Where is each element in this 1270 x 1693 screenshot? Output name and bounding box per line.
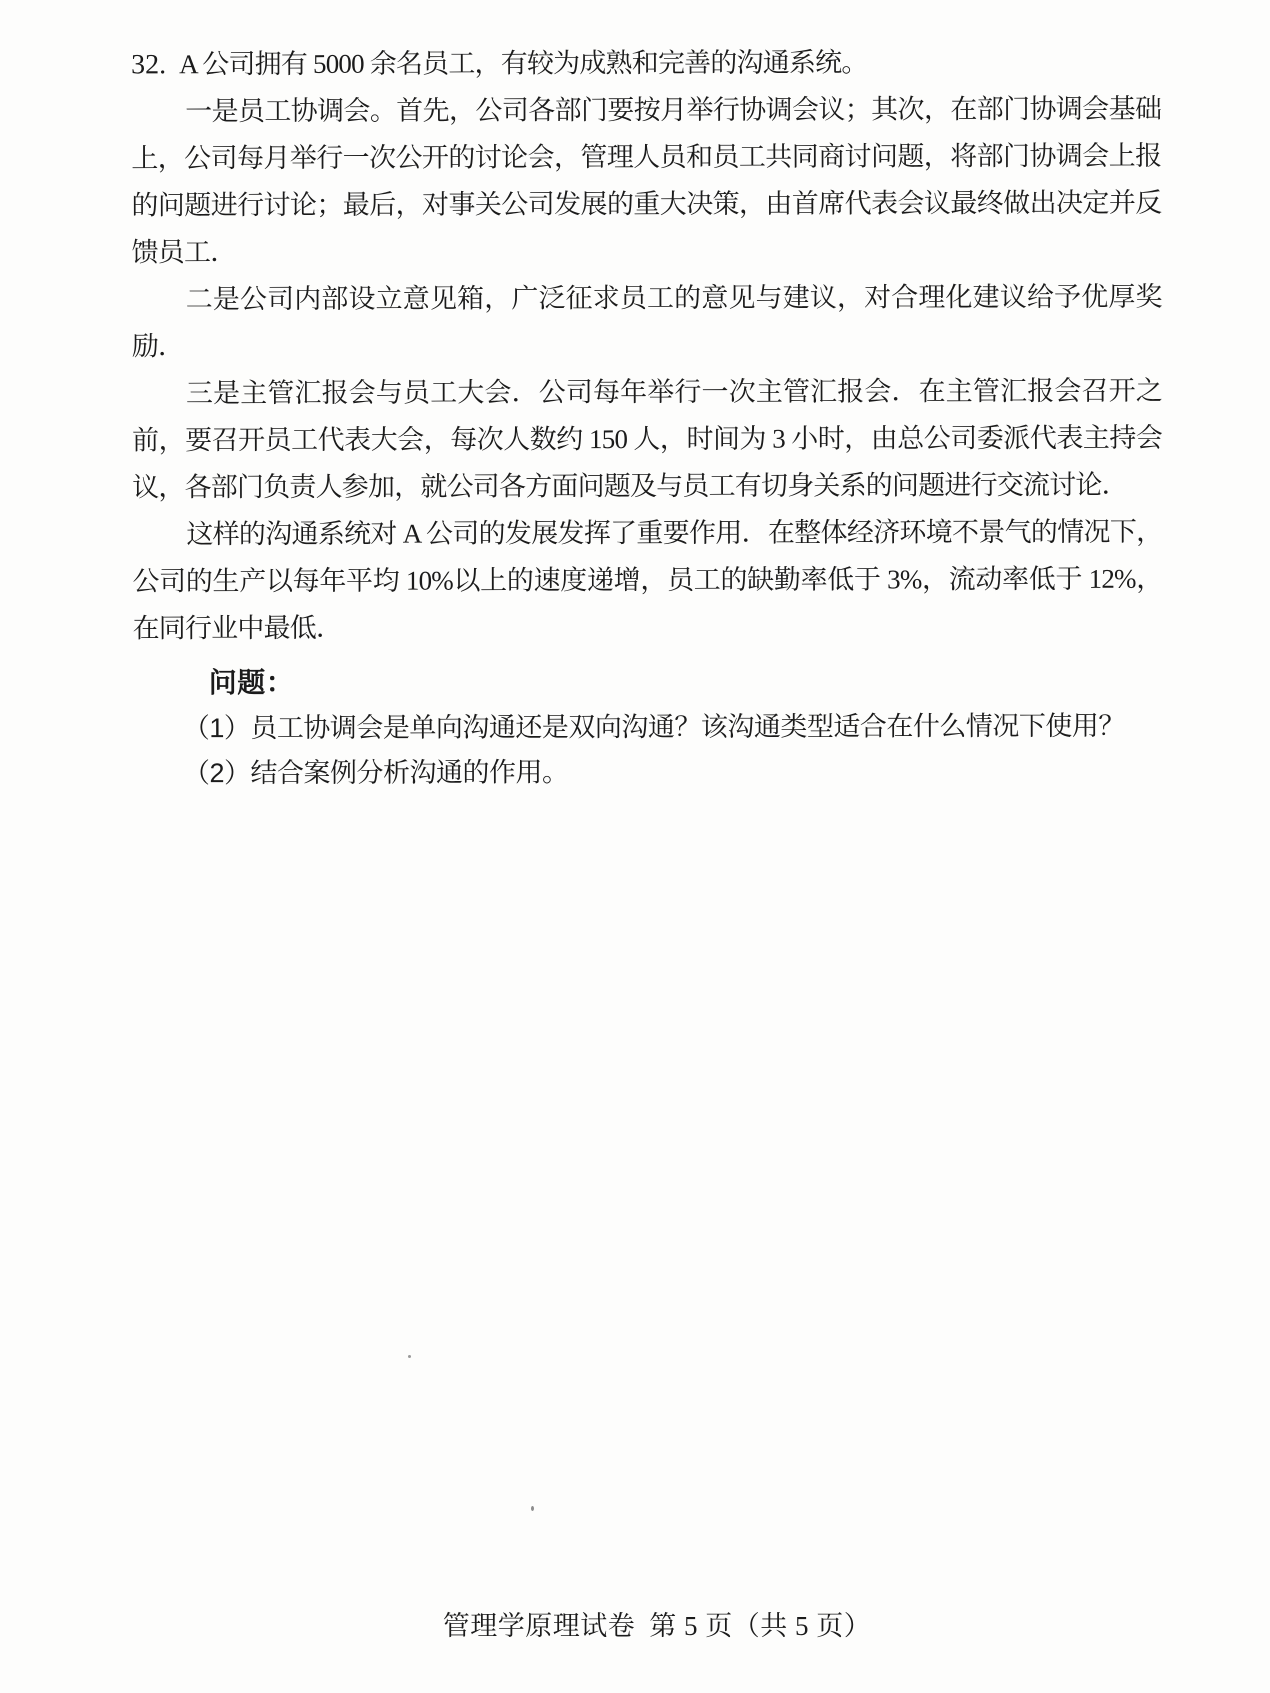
question-number: 32. bbox=[131, 49, 167, 81]
footer-page-indicator: 第 5 页（共 5 页） bbox=[649, 1611, 872, 1641]
page-footer bbox=[0, 1606, 1270, 1646]
case-paragraph-coordination-meeting: 一是员工协调会。首先，公司各部门要按月举行协调会议；其次，在部门协调会基础上，公司每月举行一次公开的讨论会，管理人员和员工共同商讨问题，将部门协调会上报的问题进行讨论；最后，对事关公司发展的重大决策，由首席代表会议最终做出决定并反馈员工． bbox=[131, 93, 1162, 268]
footer-exam-title: 管理学原理试卷 bbox=[442, 1611, 636, 1641]
case-paragraph-report-meeting: 三是主管汇报会与员工大会．公司每年举行一次主管汇报会．在主管汇报会召开之前，要召开员工代表大会，每次人数约 150 人，时间为 3 小时，由总公司委派代表主持会议，各部门负责人参加，就公司各方面问题及与员工有切身关系的问题进行交流讨论． bbox=[132, 375, 1163, 503]
case-paragraph-suggestion-box: 二是公司内部设立意见箱，广泛征求员工的意见与建议，对合理化建议给予优厚奖励． bbox=[131, 281, 1162, 362]
question-intro-text: A 公司拥有 5000 余名员工，有较为成熟和完善的沟通系统。 bbox=[179, 47, 868, 80]
question-32-block bbox=[131, 39, 1163, 797]
question-intro-line bbox=[131, 39, 1161, 89]
footer-text bbox=[443, 1606, 872, 1646]
scan-speck bbox=[531, 1506, 534, 1511]
sub-question-1: （1）员工协调会是单向沟通还是双向沟通？该沟通类型适合在什么情况下使用？ bbox=[182, 710, 1125, 744]
scan-speck bbox=[408, 1355, 411, 1358]
case-paragraph-results: 这样的沟通系统对 A 公司的发展发挥了重要作用．在整体经济环境不景气的情况下，公司的生产以每年平均 10%以上的速度递增，员工的缺勤率低于 3%，流动率低于 12%，在同行业中最低． bbox=[132, 516, 1163, 644]
sub-question-2: （2）结合案例分析沟通的作用。 bbox=[182, 757, 569, 789]
questions-label: 问题： bbox=[208, 666, 295, 699]
